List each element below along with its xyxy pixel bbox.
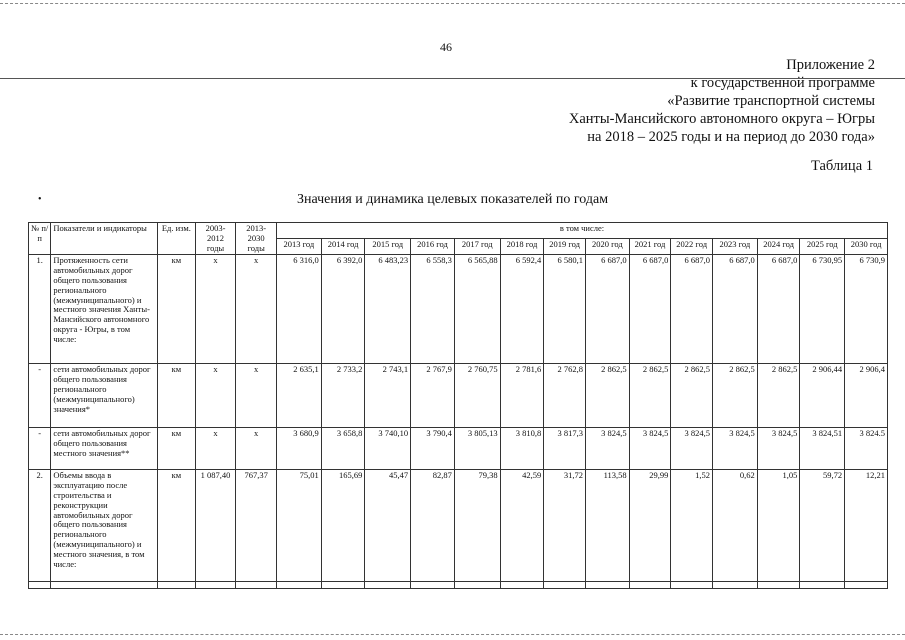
- page-number: 46: [440, 40, 452, 54]
- header-year: 2019 год: [544, 239, 586, 255]
- row-year-value: 3 824,51: [800, 428, 845, 470]
- row-year-value: 2 862,5: [757, 364, 800, 428]
- bottom-edge-line: [0, 634, 905, 635]
- header-year: 2016 год: [411, 239, 455, 255]
- row-year-value: 165,69: [321, 470, 365, 582]
- row-year-value: 6 580,1: [544, 255, 586, 364]
- row-year-value: 6 730,95: [800, 255, 845, 364]
- header-year: 2017 год: [454, 239, 500, 255]
- row-year-value: 3 805,13: [454, 428, 500, 470]
- header-num: № п/п: [29, 223, 51, 255]
- row-year-value: 3 680,9: [276, 428, 321, 470]
- header-year: 2025 год: [800, 239, 845, 255]
- empty-cell: [454, 582, 500, 589]
- row-year-value: 59,72: [800, 470, 845, 582]
- table-spacer-row: [29, 582, 888, 589]
- row-year-value: 29,99: [629, 470, 671, 582]
- row-year-value: 2 862,5: [671, 364, 713, 428]
- empty-cell: [411, 582, 455, 589]
- row-year-value: 6 592,4: [500, 255, 544, 364]
- header-year: 2018 год: [500, 239, 544, 255]
- appendix-line: «Развитие транспортной системы: [667, 93, 875, 109]
- row-year-value: 2 862,5: [713, 364, 758, 428]
- empty-cell: [629, 582, 671, 589]
- table-row: [29, 428, 888, 470]
- appendix-heading: [569, 56, 875, 146]
- header-year: 2022 год: [671, 239, 713, 255]
- row-year-value: 3 824.5: [845, 428, 888, 470]
- row-unit: км: [158, 470, 196, 582]
- row-year-value: 75,01: [276, 470, 321, 582]
- row-year-value: 12,21: [845, 470, 888, 582]
- row-indicator-name: Протяженность сети автомобильных дорог общего пользования регионального (межмуниципального) и местного значения Ханты-Мансийского автономного округа - Югры, в том числе:: [51, 255, 158, 364]
- row-year-value: 3 658,8: [321, 428, 365, 470]
- row-period-2003-2012: х: [195, 364, 236, 428]
- row-period-2013-2030: х: [236, 255, 277, 364]
- top-edge-line: [0, 3, 905, 4]
- row-period-2003-2012: х: [195, 428, 236, 470]
- header-including: в том числе:: [276, 223, 887, 239]
- row-year-value: 45,47: [365, 470, 411, 582]
- row-year-value: 79,38: [454, 470, 500, 582]
- row-year-value: 3 740,10: [365, 428, 411, 470]
- empty-cell: [671, 582, 713, 589]
- header-indicator: Показатели и индикаторы: [51, 223, 158, 255]
- row-number: 2.: [29, 470, 51, 582]
- empty-cell: [321, 582, 365, 589]
- header-year: 2015 год: [365, 239, 411, 255]
- row-year-value: 3 824,5: [671, 428, 713, 470]
- header-year: 2020 год: [585, 239, 629, 255]
- empty-cell: [365, 582, 411, 589]
- empty-cell: [195, 582, 236, 589]
- row-year-value: 2 862,5: [585, 364, 629, 428]
- row-unit: км: [158, 364, 196, 428]
- header-year: 2023 год: [713, 239, 758, 255]
- appendix-line: к государственной программе: [690, 75, 875, 91]
- row-year-value: 2 762,8: [544, 364, 586, 428]
- table-row: [29, 255, 888, 364]
- header-period-2003-2012: 2003-2012 годы: [195, 223, 236, 255]
- header-year: 2024 год: [757, 239, 800, 255]
- header-year: 2030 год: [845, 239, 888, 255]
- empty-cell: [236, 582, 277, 589]
- empty-cell: [500, 582, 544, 589]
- row-period-2003-2012: 1 087,40: [195, 470, 236, 582]
- row-year-value: 6 687,0: [671, 255, 713, 364]
- row-unit: км: [158, 428, 196, 470]
- row-year-value: 6 687,0: [585, 255, 629, 364]
- table-row: [29, 364, 888, 428]
- row-year-value: 42,59: [500, 470, 544, 582]
- table-row: [29, 470, 888, 582]
- row-year-value: 2 862,5: [629, 364, 671, 428]
- row-indicator-name: сети автомобильных дорог общего пользования местного значения**: [51, 428, 158, 470]
- scan-line: [0, 78, 905, 79]
- row-indicator-name: Объемы ввода в эксплуатацию после строительства и реконструкции автомобильных дорог общего пользования регионального (межмуниципального) и местного значения, в том числе:: [51, 470, 158, 582]
- empty-cell: [29, 582, 51, 589]
- document-title: Значения и динамика целевых показателей по годам: [296, 192, 609, 207]
- row-period-2003-2012: х: [195, 255, 236, 364]
- row-year-value: 3 824,5: [757, 428, 800, 470]
- empty-cell: [51, 582, 158, 589]
- empty-cell: [845, 582, 888, 589]
- header-year: 2021 год: [629, 239, 671, 255]
- row-year-value: 2 781,6: [500, 364, 544, 428]
- row-year-value: 0,62: [713, 470, 758, 582]
- appendix-line: Приложение 2: [786, 57, 875, 73]
- empty-cell: [800, 582, 845, 589]
- appendix-line: Ханты-Мансийского автономного округа – Югры: [568, 111, 875, 127]
- row-period-2013-2030: х: [236, 428, 277, 470]
- row-year-value: 3 810,8: [500, 428, 544, 470]
- row-year-value: 2 906,4: [845, 364, 888, 428]
- row-year-value: 1,05: [757, 470, 800, 582]
- empty-cell: [585, 582, 629, 589]
- header-year: 2013 год: [276, 239, 321, 255]
- row-year-value: 2 767,9: [411, 364, 455, 428]
- empty-cell: [544, 582, 586, 589]
- empty-cell: [158, 582, 196, 589]
- row-year-value: 2 733,2: [321, 364, 365, 428]
- appendix-line: на 2018 – 2025 годы и на период до 2030 года»: [587, 129, 875, 145]
- header-year: 2014 год: [321, 239, 365, 255]
- row-period-2013-2030: 767,37: [236, 470, 277, 582]
- row-year-value: 2 760,75: [454, 364, 500, 428]
- row-year-value: 6 687,0: [629, 255, 671, 364]
- indicators-table: [28, 222, 888, 589]
- row-year-value: 2 743,1: [365, 364, 411, 428]
- row-year-value: 31,72: [544, 470, 586, 582]
- row-year-value: 6 483,23: [365, 255, 411, 364]
- header-period-2013-2030: 2013-2030 годы: [236, 223, 277, 255]
- table-label: Таблица 1: [810, 158, 873, 174]
- row-year-value: 3 790,4: [411, 428, 455, 470]
- empty-cell: [276, 582, 321, 589]
- row-year-value: 2 635,1: [276, 364, 321, 428]
- row-year-value: 2 906,44: [800, 364, 845, 428]
- row-period-2013-2030: х: [236, 364, 277, 428]
- row-number: -: [29, 364, 51, 428]
- row-year-value: 6 730,9: [845, 255, 888, 364]
- row-year-value: 3 824,5: [629, 428, 671, 470]
- row-year-value: 6 558,3: [411, 255, 455, 364]
- row-year-value: 6 565,88: [454, 255, 500, 364]
- row-year-value: 3 824,5: [713, 428, 758, 470]
- empty-cell: [713, 582, 758, 589]
- row-year-value: 6 687,0: [713, 255, 758, 364]
- row-year-value: 3 824,5: [585, 428, 629, 470]
- row-year-value: 6 687,0: [757, 255, 800, 364]
- row-year-value: 1,52: [671, 470, 713, 582]
- empty-cell: [757, 582, 800, 589]
- row-year-value: 82,87: [411, 470, 455, 582]
- row-number: -: [29, 428, 51, 470]
- row-unit: км: [158, 255, 196, 364]
- row-year-value: 3 817,3: [544, 428, 586, 470]
- row-indicator-name: сети автомобильных дорог общего пользования регионального (межмуниципального) значения*: [51, 364, 158, 428]
- scan-mark: •: [38, 194, 42, 205]
- row-year-value: 113,58: [585, 470, 629, 582]
- row-year-value: 6 392,0: [321, 255, 365, 364]
- row-year-value: 6 316,0: [276, 255, 321, 364]
- header-unit: Ед. изм.: [158, 223, 196, 255]
- row-number: 1.: [29, 255, 51, 364]
